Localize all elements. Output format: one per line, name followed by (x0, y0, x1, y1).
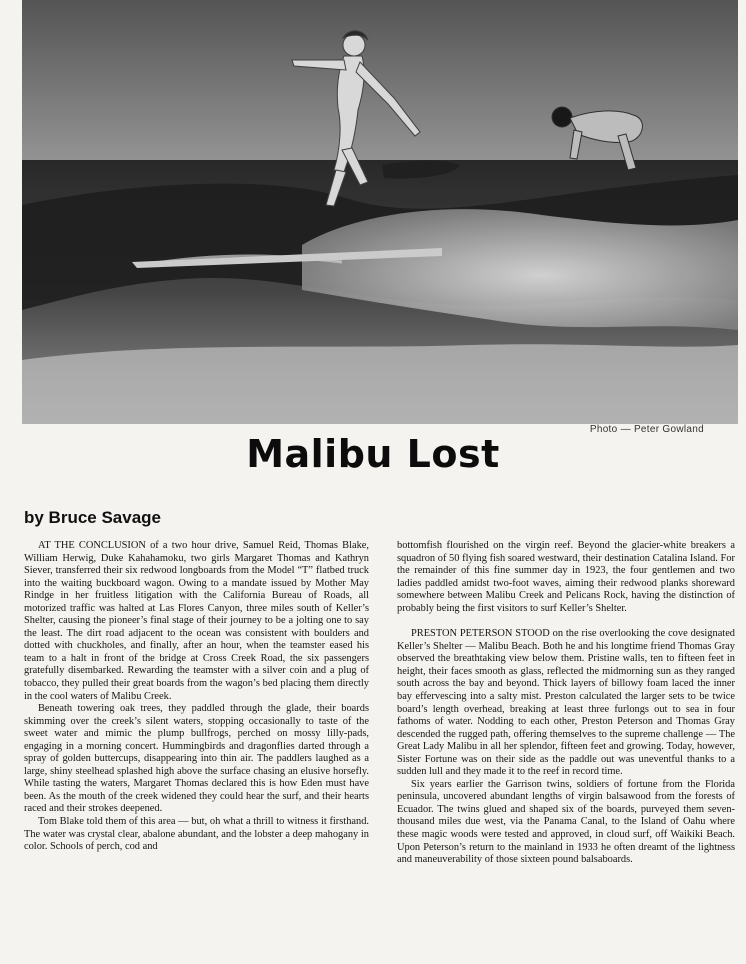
paragraph-text: Beneath towering oak trees, they paddled through the glade, their boards skimming over the creek’s silent waters, stopping occasionally to taste of the sweet water and mimic the plump bullfrogs, perched on mossy lilly-pads, engaging in a morning concert. Hummingbirds and dragonflies darted through a spray of golden buttercups, disappearing into thin air. The paddlers laughed as a large, shiny steelhead splashed high above the surface chasing an elusive horsefly. While tasting the waters, Margaret Thomas declared this is how Eden must have been. As the mouth of the creek widened they could hear the surf, and their hearts raced and their strokes deepened. (24, 703, 369, 815)
paragraph-text: Tom Blake told them of this area — but, oh what a thrill to witness it firsthand. The water was crystal clear, abalone abundant, and the lobster a deep mahogany in color. Schools of perch, cod and (24, 816, 369, 853)
paragraph-text: on the rise overlooking the cove designated Keller’s Shelter — Malibu Beach. Both he and his longtime friend Thomas Gray observed the breathtaking view below them. Pristine walls, ten to fifteen feet in height, their faces smooth as glass, reflected the midmorning sun as they ranged south across the bay and beyond. Thick layers of billowy foam laced the inner bay effervescing into a salty mist. Preston calculated the larger sets to be twice board’s length overhead, breaking at least three furlongs out to sea in four fathoms of water. Nodding to each other, Preston Peterson and Thomas Gray descended the rugged path, offering themselves to the supreme challenge — The Great Lady Malibu in all her splendor, fifteen feet and growing. Today, however, Sister Fortune was on their side as the paddle out was uneventful thanks to a sudden lull and they made it to the reef in record time. (397, 628, 735, 778)
article-column-right (397, 540, 735, 867)
paragraph (397, 540, 735, 615)
paragraph-text: bottomfish flourished on the virgin reef. Beyond the glacier-white breakers a squadron of 50 flying fish soared westward, their destination Catalina Island. For the remainder of this fine summer day in 1923, the four gentlemen and two ladies paddled amidst two-foot waves, aiming their redwood planks shoreward somewhere between Malibu Creek and Pelicans Rock, having the distinction of probably being the first visitors to surf Keller’s Shelter. (397, 540, 735, 614)
surf-photo (22, 0, 738, 424)
article-column-left (24, 540, 369, 854)
paragraph-text: of a two hour drive, Samuel Reid, Thomas Blake, William Herwig, Duke Kahahamoku, two girls Margaret Thomas and Kathryn Siever, transferred their six redwood longboards from the Model “T” flatbed truck into the waiting buckboard wagon. Owing to a mandate issued by Mother May Rindge in her fruitless litigation with the California Bureau of Roads, all motorized traffic was halted at Las Flores Canyon, three miles south of Keller’s Shelter, causing the pioneer’s final stage of their journey to be a jolting one to say the least. The dirt road adjacent to the ocean was consistent with boulders and dotted with chuckholes, and finally, after an hour, when the teamster eased his team to a halt in front of the bridge at Cross Creek Road, the six passengers gratefully disembarked. Rewarding the teamster with a silver coin and a plug of tobacco, they pulled their great boards from the wagon’s bed placing them directly in the cool waters of Malibu Creek. (24, 540, 369, 702)
surf-photo-illustration (22, 0, 738, 424)
photo-credit: Photo — Peter Gowland (589, 424, 704, 435)
article-byline: by Bruce Savage (24, 508, 162, 527)
article-headline: Malibu Lost (246, 432, 500, 476)
paragraph (24, 816, 369, 854)
paragraph-lead: PRESTON PETERSON STOOD (411, 628, 550, 640)
paragraph (397, 628, 735, 779)
paragraph (24, 540, 369, 703)
paragraph (397, 779, 735, 867)
paragraph-lead: AT THE CONCLUSION (38, 540, 146, 551)
paragraph (24, 703, 369, 816)
paragraph-text: Six years earlier the Garrison twins, soldiers of fortune from the Florida peninsula, uncovered abundant lengths of virgin balsawood from the forests of Ecuador. The twins glued and shaped six of the boards, purveyed them seven-thousand miles due west, via the Panama Canal, to the Island of Oahu where these magic woods were tested and approved, in cloud surf, off Waikiki Beach. Upon Peterson’s return to the mainland in 1933 he often dreamt of the lightness and maneuverability of those sixteen pound balsaboards. (397, 778, 735, 866)
